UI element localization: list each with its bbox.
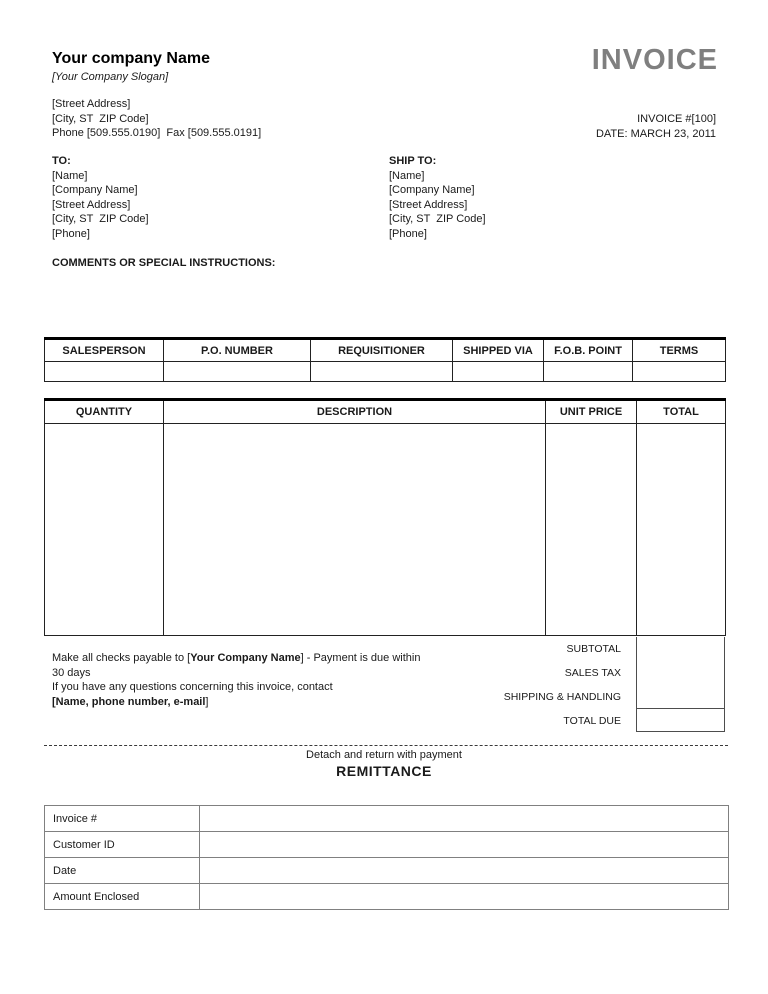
bill-to-street: [Street Address] bbox=[52, 198, 131, 211]
order-info-table bbox=[44, 337, 726, 382]
detach-dashed-line bbox=[44, 745, 728, 746]
remit-date-label: Date bbox=[45, 858, 200, 884]
remittance-row-invoice bbox=[45, 806, 729, 832]
payment-note-line3: If you have any questions concerning this invoice, contact bbox=[52, 681, 333, 693]
remittance-row-amount bbox=[45, 884, 729, 910]
description-cell[interactable] bbox=[164, 424, 546, 636]
company-street: [Street Address] bbox=[52, 98, 131, 110]
salesperson-cell[interactable] bbox=[45, 362, 164, 382]
header-fob-point: F.O.B. POINT bbox=[544, 339, 633, 362]
remit-date-value[interactable] bbox=[200, 858, 729, 884]
header-description: DESCRIPTION bbox=[164, 400, 546, 424]
company-phone-fax: Phone [509.555.0190] Fax [509.555.0191] bbox=[52, 127, 262, 139]
ship-to-block bbox=[389, 154, 486, 241]
total-cell[interactable] bbox=[637, 424, 726, 636]
invoice-title: INVOICE bbox=[591, 44, 718, 76]
order-info-header-row bbox=[45, 339, 726, 362]
terms-cell[interactable] bbox=[633, 362, 726, 382]
remit-amount-value[interactable] bbox=[200, 884, 729, 910]
detach-instruction: Detach and return with payment bbox=[306, 749, 462, 761]
totals-value-box bbox=[636, 637, 725, 732]
payment-note-line4: [Name, phone number, e-mail] bbox=[52, 695, 209, 708]
remit-invoice-label: Invoice # bbox=[45, 806, 200, 832]
totals-section bbox=[44, 637, 725, 733]
ship-to-street: [Street Address] bbox=[389, 198, 468, 211]
header-quantity: QUANTITY bbox=[45, 400, 164, 424]
po-number-cell[interactable] bbox=[164, 362, 311, 382]
company-slogan: [Your Company Slogan] bbox=[52, 71, 169, 83]
remit-invoice-value[interactable] bbox=[200, 806, 729, 832]
line-items-header-row bbox=[45, 400, 726, 424]
payment-note-line2: 30 days bbox=[52, 666, 91, 679]
sales-tax-label: SALES TAX bbox=[564, 667, 621, 679]
company-header bbox=[52, 50, 210, 83]
bill-to-phone: [Phone] bbox=[52, 227, 90, 240]
shipping-handling-label: SHIPPING & HANDLING bbox=[503, 691, 621, 703]
line-items-body-row bbox=[45, 424, 726, 636]
totals-values-cell[interactable] bbox=[637, 637, 724, 708]
remittance-row-customer bbox=[45, 832, 729, 858]
line-items-table bbox=[44, 398, 726, 636]
shipped-via-cell[interactable] bbox=[453, 362, 544, 382]
invoice-number: INVOICE #[100] bbox=[637, 113, 716, 125]
remit-amount-label: Amount Enclosed bbox=[45, 884, 200, 910]
ship-to-phone: [Phone] bbox=[389, 227, 427, 240]
order-info-value-row bbox=[45, 362, 726, 382]
company-city: [City, ST ZIP Code] bbox=[52, 112, 149, 125]
bill-to-label: TO: bbox=[52, 155, 71, 167]
header-total: TOTAL bbox=[637, 400, 726, 424]
unit-price-cell[interactable] bbox=[546, 424, 637, 636]
subtotal-label: SUBTOTAL bbox=[566, 643, 621, 655]
remit-customer-label: Customer ID bbox=[45, 832, 200, 858]
header-shipped-via: SHIPPED VIA bbox=[453, 339, 544, 362]
comments-label: COMMENTS OR SPECIAL INSTRUCTIONS: bbox=[52, 257, 276, 269]
total-due-label: TOTAL DUE bbox=[563, 715, 621, 727]
bill-to-company: [Company Name] bbox=[52, 184, 138, 196]
remittance-row-date bbox=[45, 858, 729, 884]
remittance-table bbox=[44, 805, 729, 910]
bill-to-name: [Name] bbox=[52, 169, 88, 182]
ship-to-city: [City, ST ZIP Code] bbox=[389, 213, 486, 225]
header-salesperson: SALESPERSON bbox=[45, 339, 164, 362]
header-terms: TERMS bbox=[633, 339, 726, 362]
bill-to-city: [City, ST ZIP Code] bbox=[52, 213, 149, 225]
header-po-number: P.O. NUMBER bbox=[164, 339, 311, 362]
payment-note-line1: Make all checks payable to [Your Company Name] - Payment is due within bbox=[52, 652, 421, 664]
bill-to-block bbox=[52, 154, 149, 241]
company-address bbox=[52, 97, 261, 141]
total-due-value-cell[interactable] bbox=[637, 708, 724, 731]
company-name: Your company Name bbox=[52, 50, 210, 67]
remittance-title: REMITTANCE bbox=[336, 763, 432, 779]
header-unit-price: UNIT PRICE bbox=[546, 400, 637, 424]
ship-to-company: [Company Name] bbox=[389, 184, 475, 196]
requisitioner-cell[interactable] bbox=[311, 362, 453, 382]
invoice-date: DATE: MARCH 23, 2011 bbox=[595, 127, 716, 140]
invoice-meta bbox=[596, 112, 716, 141]
ship-to-label: SHIP TO: bbox=[389, 155, 437, 167]
remit-customer-value[interactable] bbox=[200, 832, 729, 858]
fob-point-cell[interactable] bbox=[544, 362, 633, 382]
header-requisitioner: REQUISITIONER bbox=[311, 339, 453, 362]
ship-to-name: [Name] bbox=[389, 169, 425, 182]
quantity-cell[interactable] bbox=[45, 424, 164, 636]
